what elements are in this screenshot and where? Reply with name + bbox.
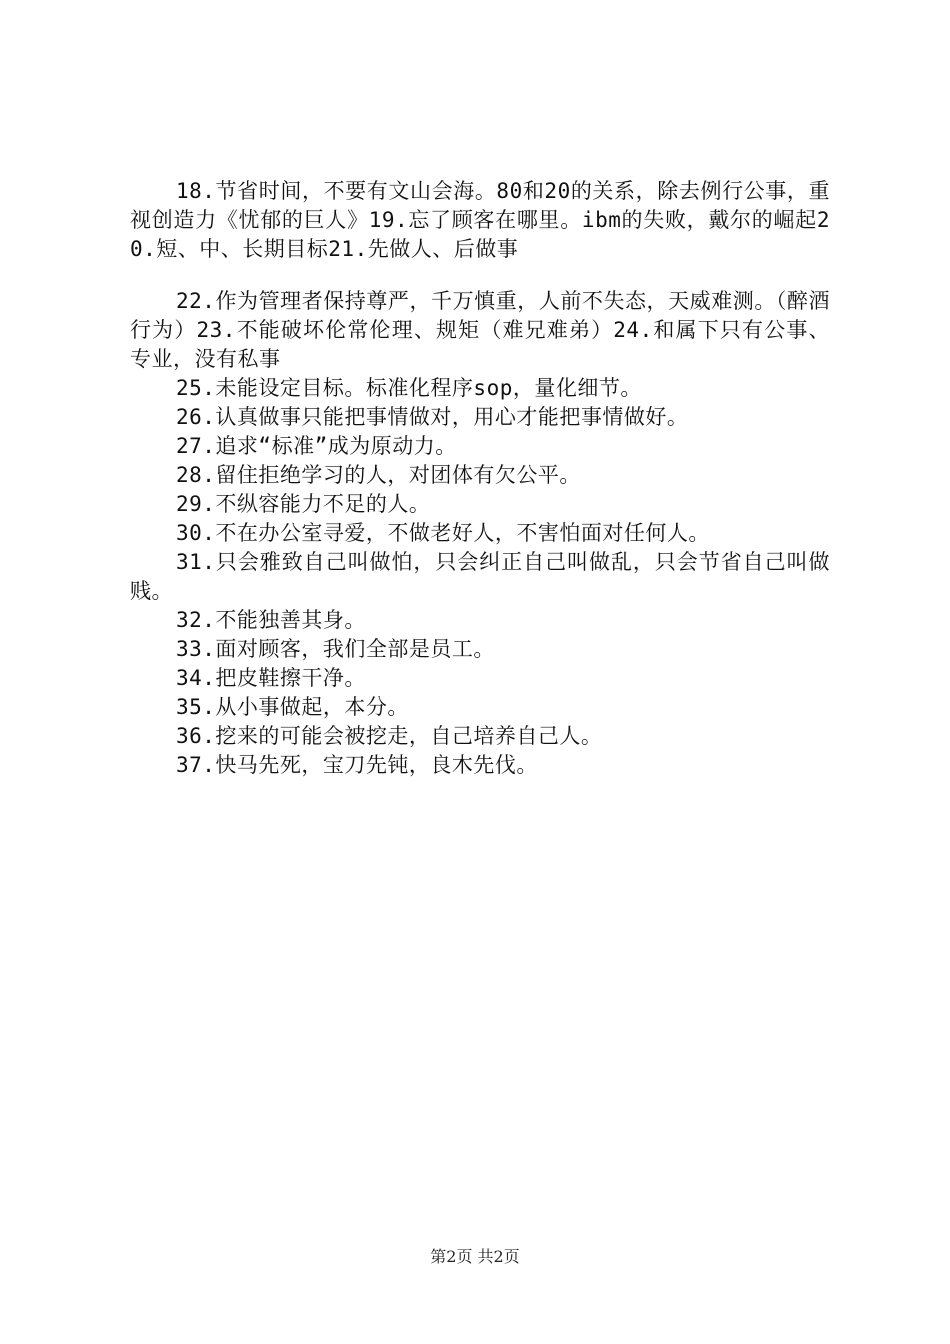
paragraph-item-28: 28.留住拒绝学习的人，对团体有欠公平。 <box>176 463 581 487</box>
paragraph-item-37: 37.快马先死，宝刀先钝，良木先伐。 <box>176 753 538 777</box>
paragraph-item-29: 29.不纵容能力不足的人。 <box>176 492 431 516</box>
page-number-footer: 第2页 共2页 <box>430 1247 520 1266</box>
document-body <box>130 177 830 780</box>
paragraph-item-26: 26.认真做事只能把事情做对，用心才能把事情做好。 <box>176 405 689 429</box>
paragraph-item-30: 30.不在办公室寻爱，不做老好人，不害怕面对任何人。 <box>176 521 710 545</box>
paragraph-item-31: 31.只会雅致自己叫做怕，只会纠正自己叫做乱，只会节省自己叫做贱。 <box>130 550 830 603</box>
paragraph-item-36: 36.挖来的可能会被挖走，自己培养自己人。 <box>176 724 603 748</box>
paragraph-item-33: 33.面对顾客，我们全部是员工。 <box>176 637 495 661</box>
paragraph-item-34: 34.把皮鞋擦干净。 <box>176 666 366 690</box>
paragraph-gap <box>130 264 830 287</box>
paragraph-item-18-21: 18.节省时间，不要有文山会海。80和20的关系，除去例行公事，重视创造力《忧郁的巨人》19.忘了顾客在哪里。ibm的失败，戴尔的崛起20.短、中、长期目标21.先做人、后做事 <box>130 179 830 261</box>
paragraph-item-35: 35.从小事做起，本分。 <box>176 695 409 719</box>
paragraph-item-25: 25.未能设定目标。标准化程序sop，量化细节。 <box>176 376 642 400</box>
paragraph-item-22-24: 22.作为管理者保持尊严，千万慎重，人前不失态，天威难测。（醉酒行为）23.不能破坏伦常伦理、规矩（难兄难弟）24.和属下只有公事、专业，没有私事 <box>130 289 830 371</box>
paragraph-item-27: 27.追求“标准”成为原动力。 <box>176 434 457 458</box>
paragraph-item-32: 32.不能独善其身。 <box>176 608 366 632</box>
